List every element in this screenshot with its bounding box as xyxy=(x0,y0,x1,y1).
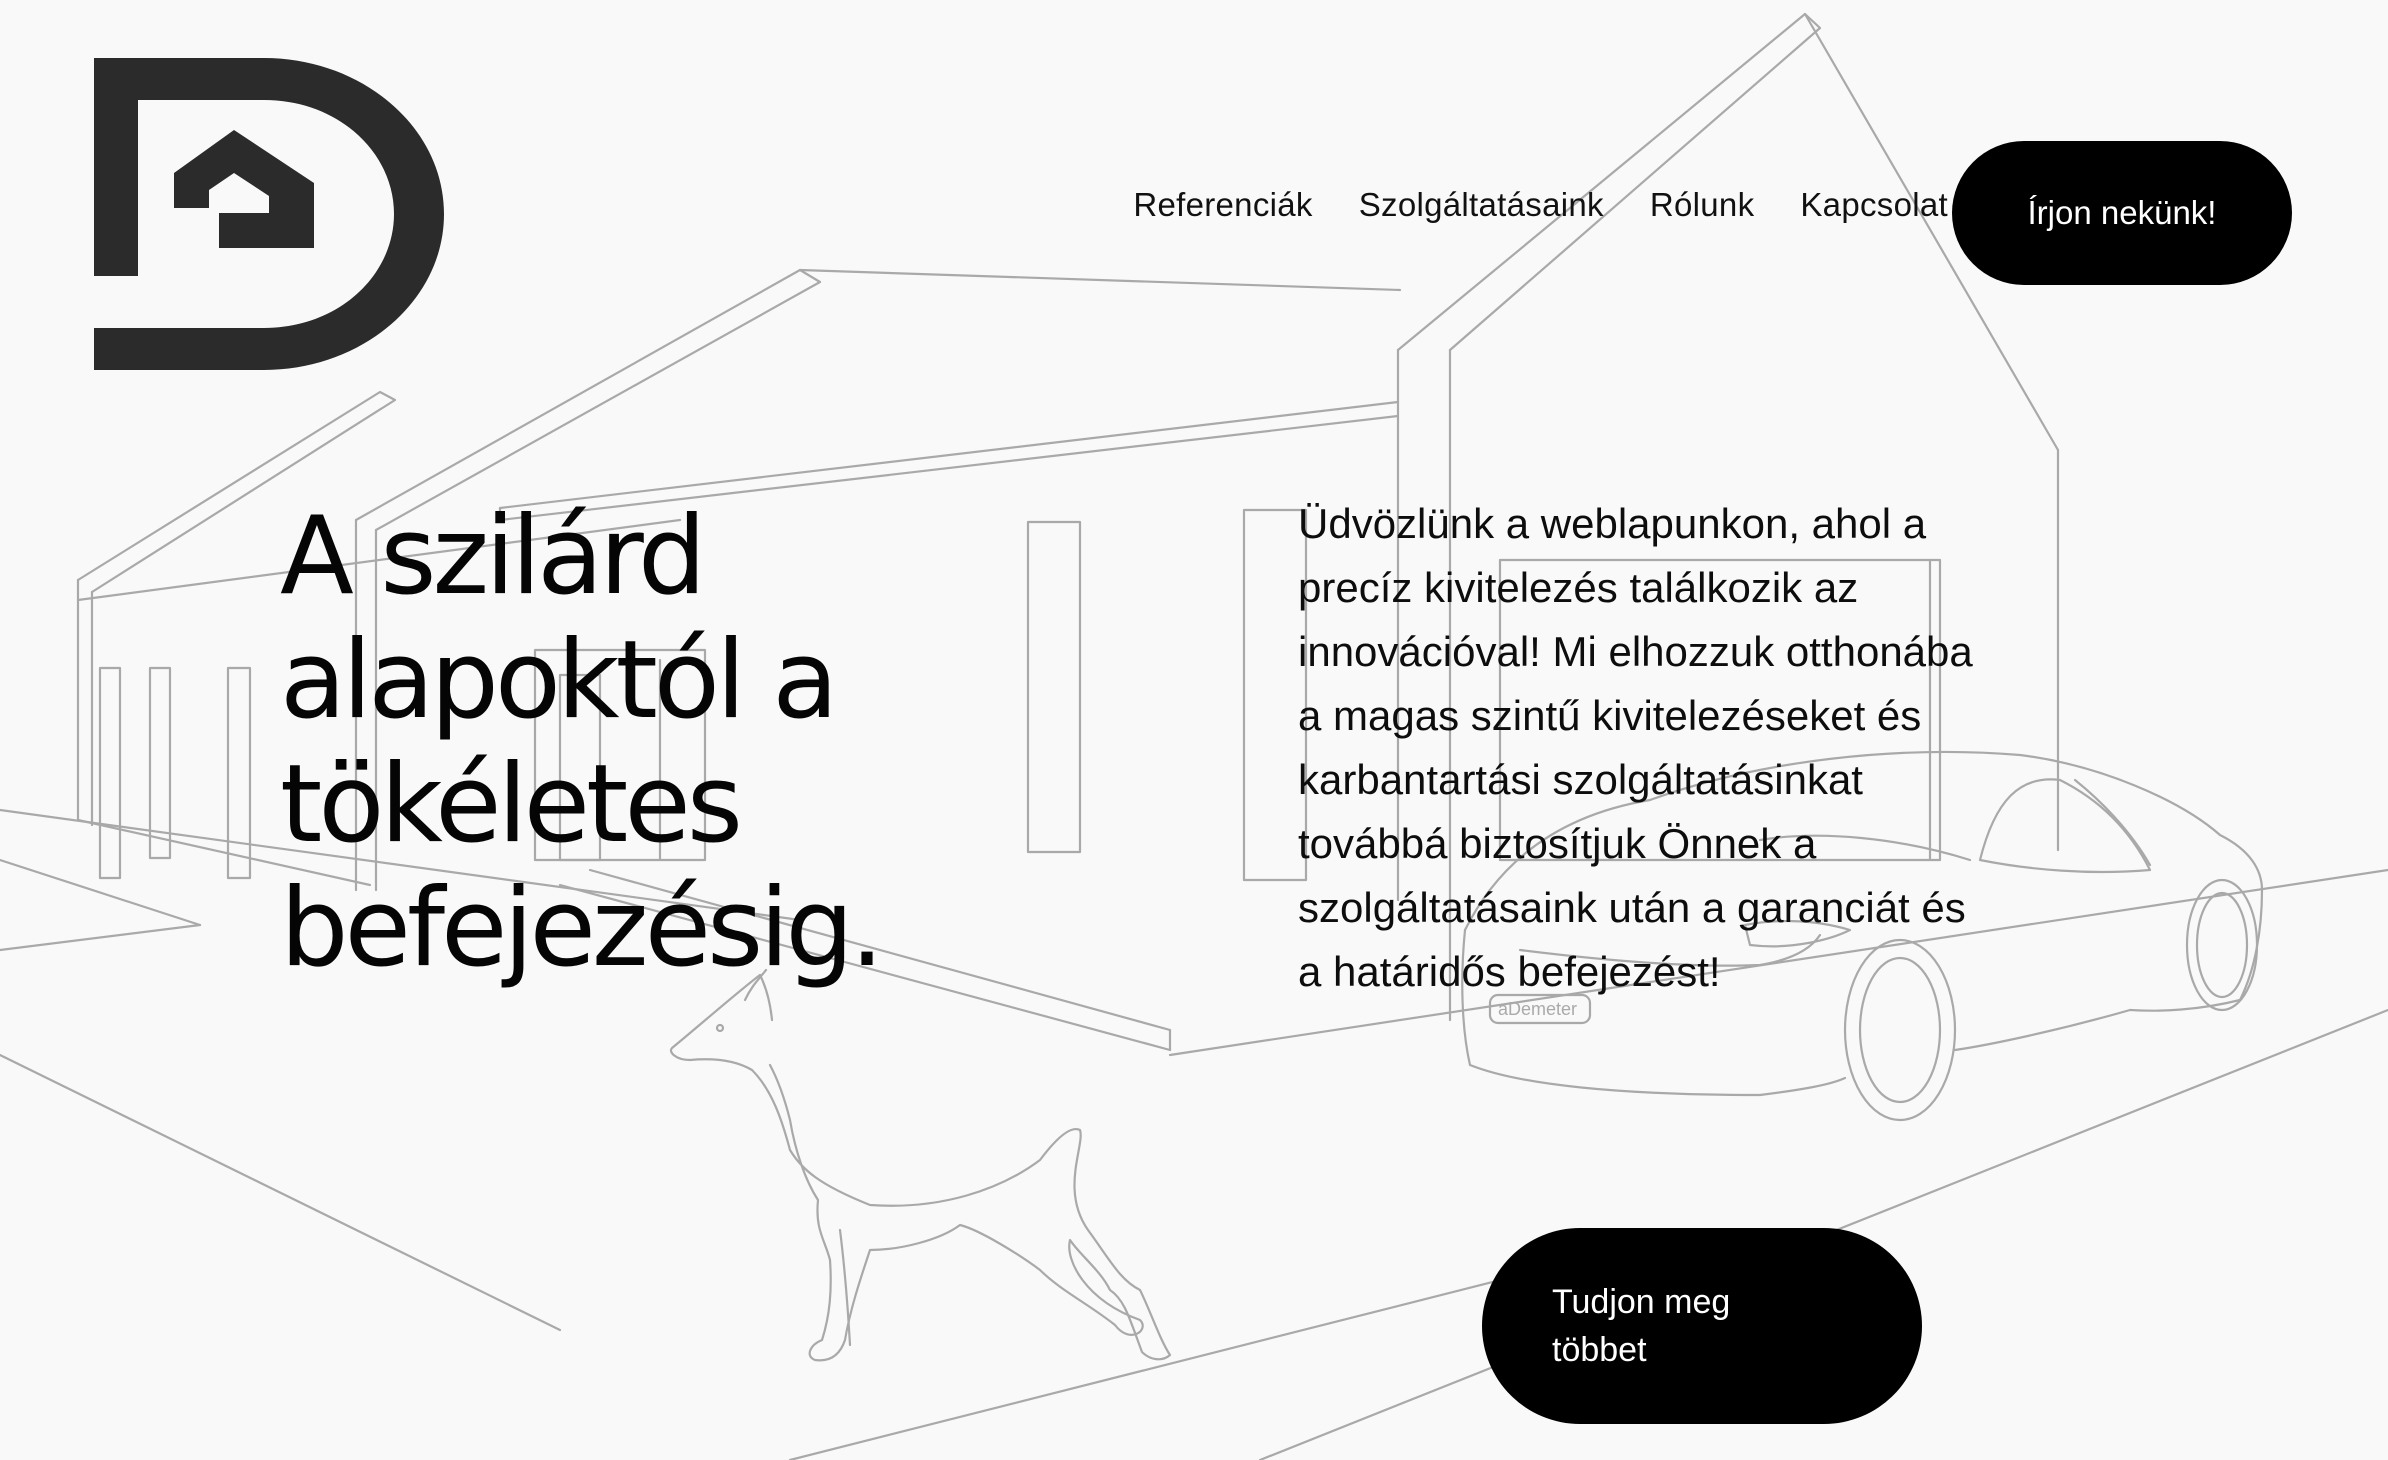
intro-text: Üdvözlünk a weblapunkon, ahol a precíz kivitelezés találkozik az innovációval! Mi elhozzuk otthonába a magas szintű kivitelezéseket és karbantartási szolgáltatásinkat továbbá biztosítjuk Önnek a szolgáltatásaink után a garanciát és a határidős befejezést! xyxy=(1298,500,1973,995)
contact-us-button[interactable]: Írjon nekünk! xyxy=(1952,141,2292,285)
nav-item-szolgaltatasaink[interactable]: Szolgáltatásaink xyxy=(1358,186,1604,223)
learn-more-button[interactable] xyxy=(1482,1228,1922,1424)
license-plate-text: aDemeter xyxy=(1498,999,1578,1019)
main-nav xyxy=(1133,186,1948,224)
learn-more-label: Tudjon meg többet xyxy=(1552,1283,1731,1369)
nav-item-rolunk[interactable]: Rólunk xyxy=(1649,186,1755,223)
nav-item-kapcsolat[interactable]: Kapcsolat xyxy=(1800,186,1948,223)
nav-item-referenciak[interactable]: Referenciák xyxy=(1133,186,1313,223)
hero-title: A szilárd alapoktól a tökéletes befejezésig. xyxy=(280,494,881,991)
house-d-logo-icon[interactable] xyxy=(94,58,444,370)
